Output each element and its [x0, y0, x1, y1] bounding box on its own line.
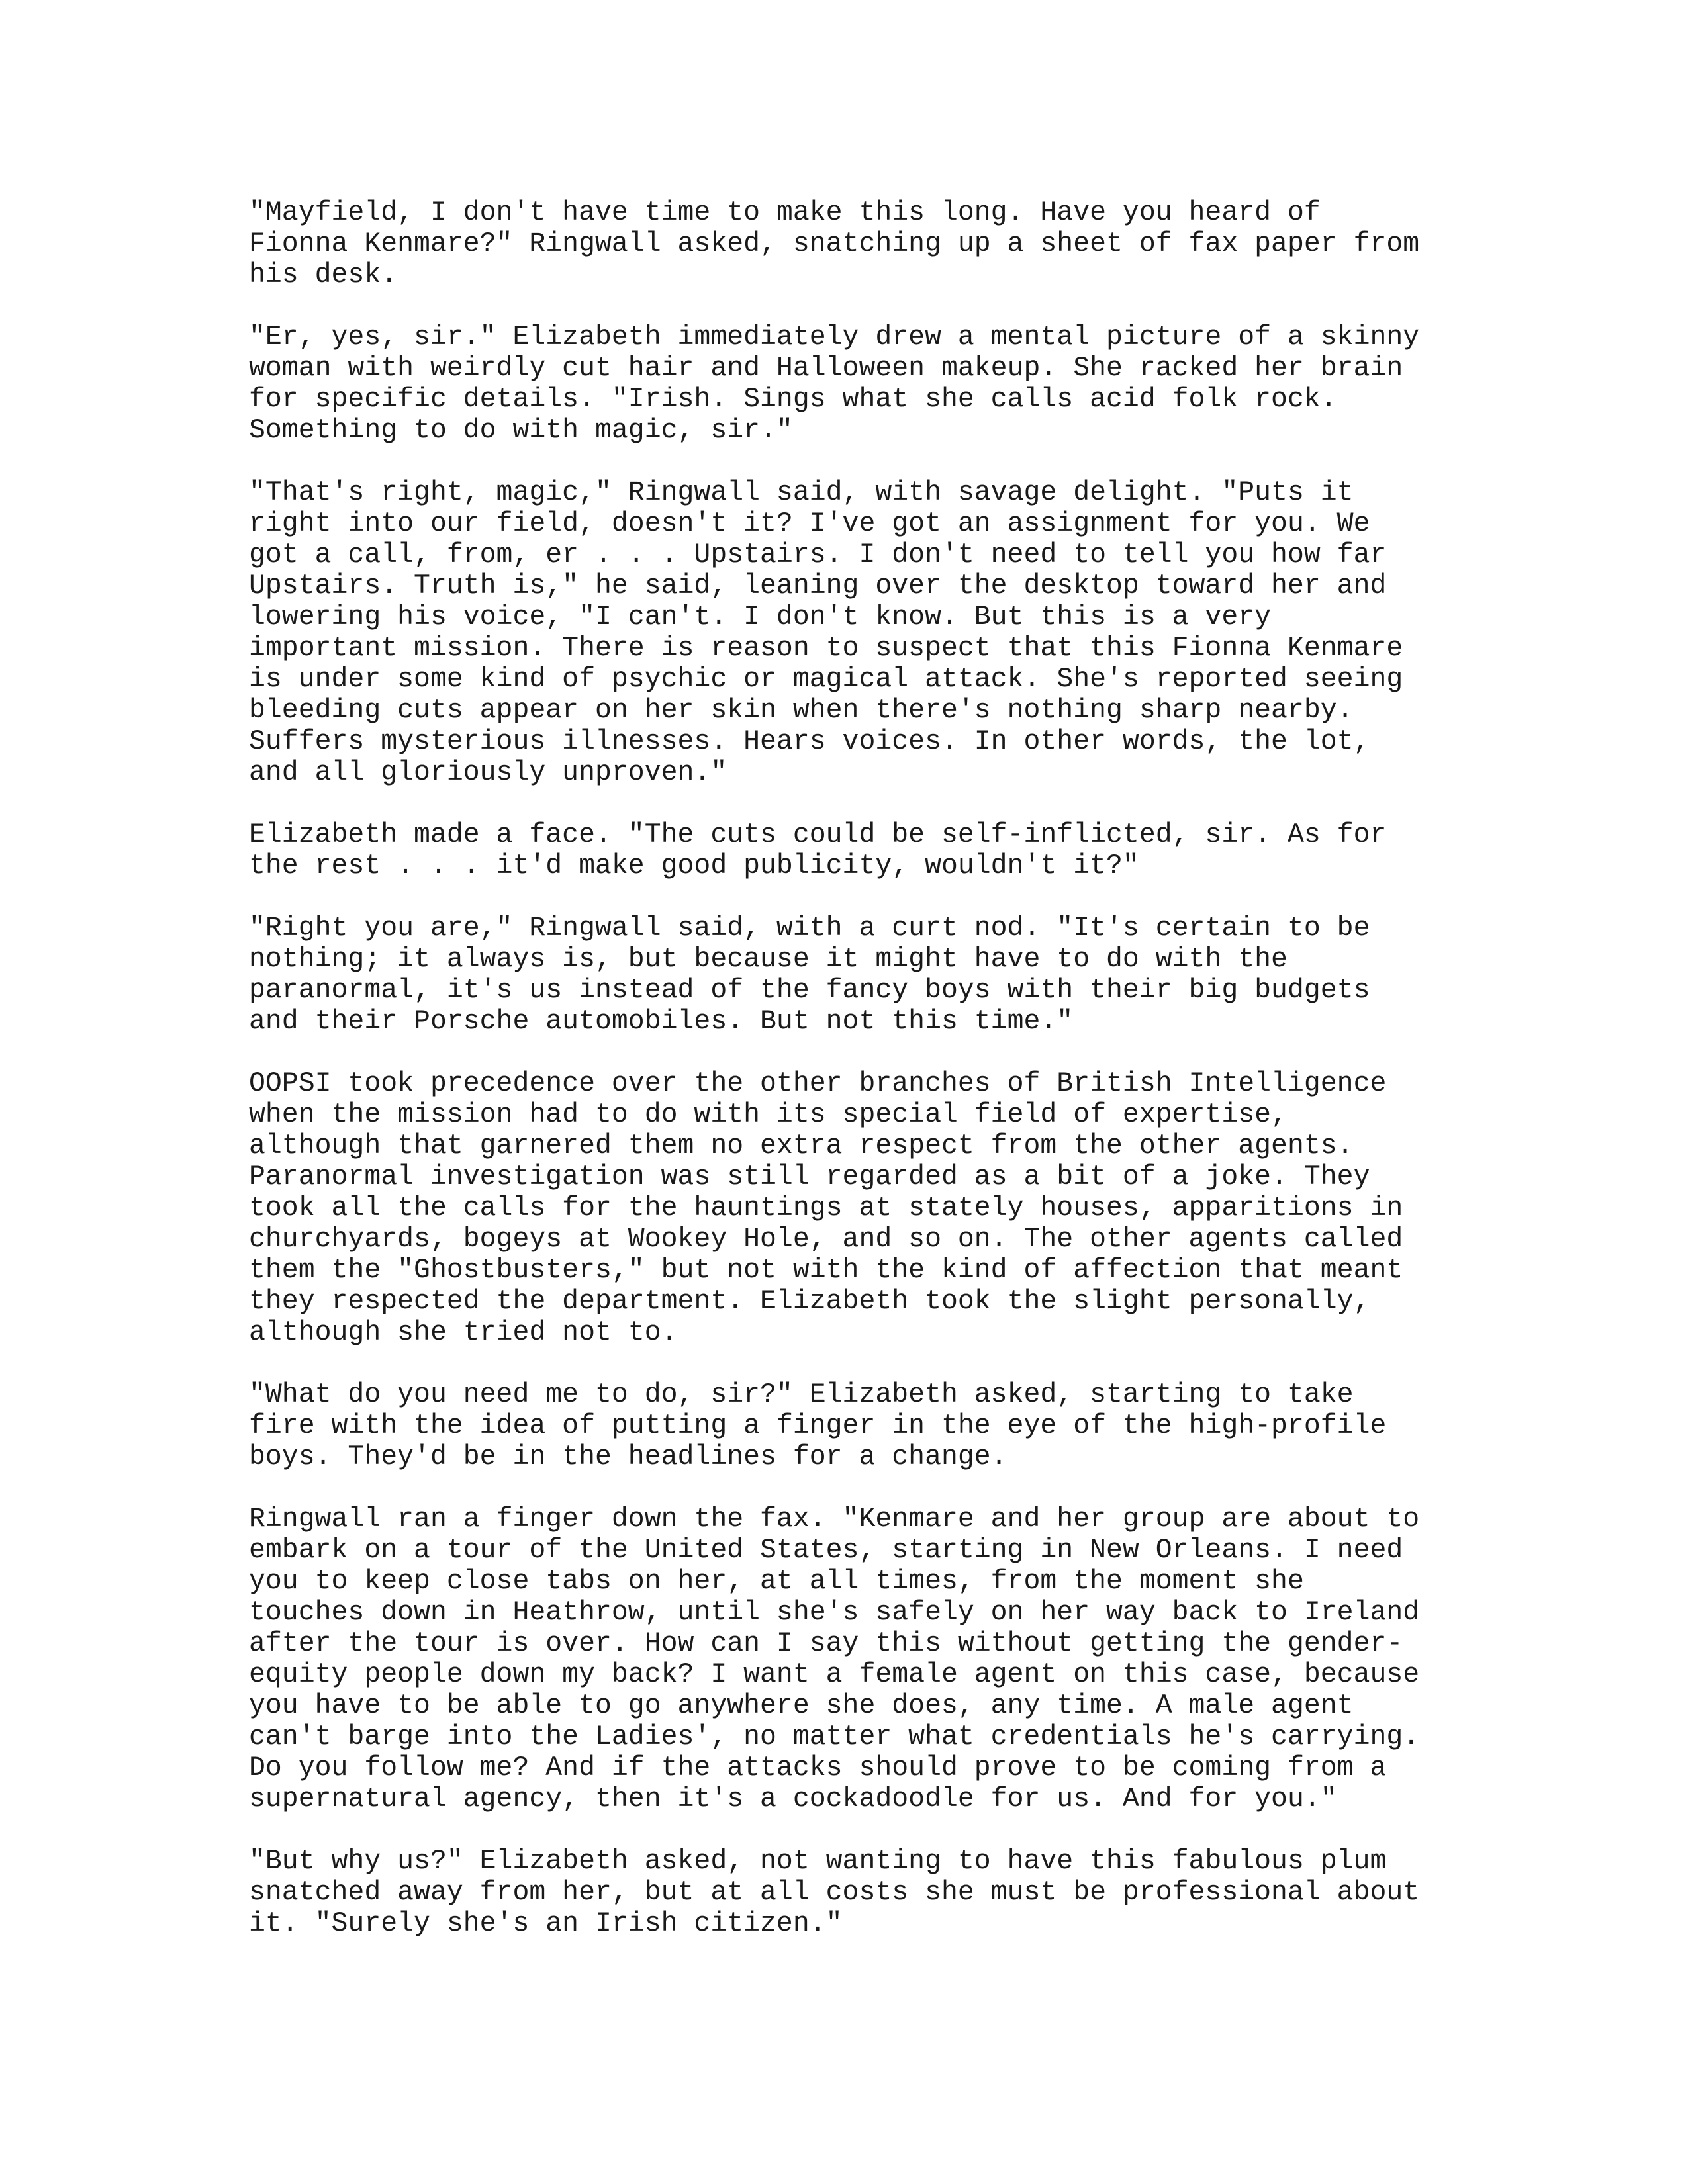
text-line: right into our field, doesn't it? I've got an assignment for you. We [249, 508, 1370, 539]
paragraph-gap [249, 1815, 1493, 1846]
text-line: them the "Ghostbusters," but not with the kind of affection that meant [249, 1255, 1403, 1286]
paragraph [249, 322, 1493, 446]
text-line: Paranormal investigation was still regarded as a bit of a joke. They [249, 1161, 1370, 1193]
text-line: Suffers mysterious illnesses. Hears voices. In other words, the lot, [249, 726, 1370, 757]
text-line: "But why us?" Elizabeth asked, not wanting to have this fabulous plum [249, 1846, 1387, 1877]
text-line: you to keep close tabs on her, at all times, from the moment she [249, 1566, 1304, 1597]
text-line: for specific details. "Irish. Sings what she calls acid folk rock. [249, 384, 1337, 415]
text-line: got a call, from, er . . . Upstairs. I don't need to tell you how far [249, 539, 1387, 570]
text-line: is under some kind of psychic or magical attack. She's reported seeing [249, 664, 1403, 695]
text-line: took all the calls for the hauntings at stately houses, apparitions in [249, 1193, 1403, 1224]
paragraph-gap [249, 1348, 1493, 1379]
text-line: "Er, yes, sir." Elizabeth immediately drew a mental picture of a skinny [249, 322, 1420, 353]
text-line: "Mayfield, I don't have time to make this long. Have you heard of [249, 197, 1321, 228]
text-line: supernatural agency, then it's a cockadoodle for us. And for you." [249, 1784, 1337, 1815]
text-line: "What do you need me to do, sir?" Elizabeth asked, starting to take [249, 1379, 1354, 1410]
text-line: churchyards, bogeys at Wookey Hole, and so on. The other agents called [249, 1224, 1403, 1255]
text-line: they respected the department. Elizabeth took the slight personally, [249, 1286, 1370, 1317]
paragraph [249, 1846, 1493, 1939]
text-line: woman with weirdly cut hair and Halloween makeup. She racked her brain [249, 353, 1403, 384]
text-line: and their Porsche automobiles. But not this time." [249, 1006, 1074, 1037]
manuscript-body [249, 197, 1493, 1939]
paragraph [249, 913, 1493, 1037]
text-line: and all gloriously unproven." [249, 757, 727, 788]
text-line: boys. They'd be in the headlines for a change. [249, 1441, 1008, 1473]
text-line: bleeding cuts appear on her skin when there's nothing sharp nearby. [249, 695, 1354, 726]
paragraph-gap [249, 1473, 1493, 1504]
paragraph [249, 1504, 1493, 1815]
text-line: fire with the idea of putting a finger in the eye of the high-profile [249, 1410, 1387, 1441]
paragraph [249, 197, 1493, 291]
text-line: when the mission had to do with its special field of expertise, [249, 1099, 1288, 1130]
text-line: his desk. [249, 259, 398, 291]
text-line: touches down in Heathrow, until she's safely on her way back to Ireland [249, 1597, 1420, 1628]
text-line: Elizabeth made a face. "The cuts could be self-inflicted, sir. As for [249, 819, 1387, 850]
text-line: paranormal, it's us instead of the fancy boys with their big budgets [249, 975, 1370, 1006]
text-line: "Right you are," Ringwall said, with a curt nod. "It's certain to be [249, 913, 1370, 944]
text-line: you have to be able to go anywhere she does, any time. A male agent [249, 1690, 1354, 1721]
paragraph [249, 1068, 1493, 1348]
text-line: "That's right, magic," Ringwall said, with savage delight. "Puts it [249, 477, 1354, 508]
text-line: snatched away from her, but at all costs she must be professional about [249, 1877, 1420, 1908]
text-line: Ringwall ran a finger down the fax. "Kenmare and her group are about to [249, 1504, 1420, 1535]
paragraph-gap [249, 1037, 1493, 1068]
text-line: it. "Surely she's an Irish citizen." [249, 1908, 843, 1939]
paragraph [249, 477, 1493, 788]
text-line: important mission. There is reason to suspect that this Fionna Kenmare [249, 633, 1403, 664]
text-line: although that garnered them no extra respect from the other agents. [249, 1130, 1354, 1161]
text-line: nothing; it always is, but because it might have to do with the [249, 944, 1288, 975]
text-line: can't barge into the Ladies', no matter what credentials he's carrying. [249, 1721, 1420, 1752]
text-line: Fionna Kenmare?" Ringwall asked, snatching up a sheet of fax paper from [249, 228, 1420, 259]
text-line: embark on a tour of the United States, starting in New Orleans. I need [249, 1535, 1403, 1566]
text-line: OOPSI took precedence over the other branches of British Intelligence [249, 1068, 1387, 1099]
text-line: although she tried not to. [249, 1317, 678, 1348]
paragraph [249, 819, 1493, 882]
text-line: equity people down my back? I want a female agent on this case, because [249, 1659, 1420, 1690]
text-line: Something to do with magic, sir." [249, 415, 793, 446]
text-line: lowering his voice, "I can't. I don't know. But this is a very [249, 602, 1272, 633]
paragraph-gap [249, 291, 1493, 322]
text-line: Upstairs. Truth is," he said, leaning over the desktop toward her and [249, 570, 1387, 602]
text-line: Do you follow me? And if the attacks should prove to be coming from a [249, 1752, 1387, 1784]
text-line: the rest . . . it'd make good publicity, wouldn't it?" [249, 850, 1139, 882]
paragraph-gap [249, 788, 1493, 819]
paragraph-gap [249, 446, 1493, 477]
paragraph [249, 1379, 1493, 1473]
text-line: after the tour is over. How can I say this without getting the gender- [249, 1628, 1403, 1659]
paragraph-gap [249, 882, 1493, 913]
